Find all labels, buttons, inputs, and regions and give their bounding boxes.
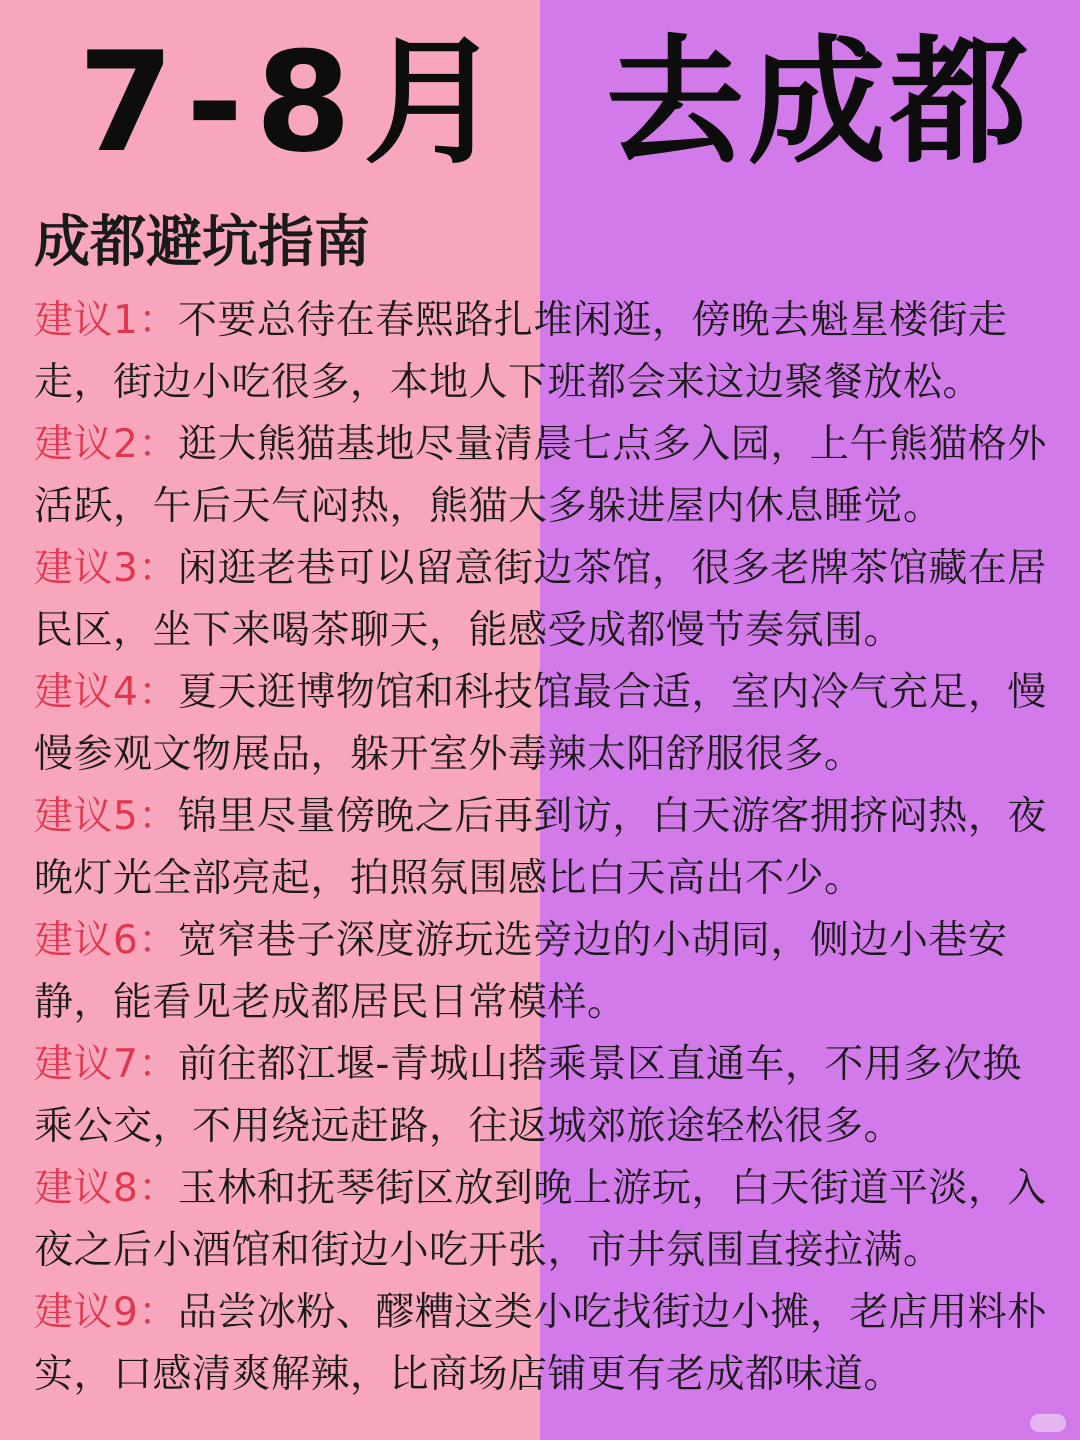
tip-label: 建议1：: [34, 298, 178, 343]
watermark-badge: [1030, 1414, 1066, 1432]
tip-text: 前往都江堰-青城山搭乘景区直通车，不用多次换乘公交，不用绕远赶路，往返城郊旅途轻松很多。: [34, 1042, 1022, 1149]
tip-text: 不要总待在春熙路扎堆闲逛，傍晚去魁星楼街走走，街边小吃很多，本地人下班都会来这边聚餐放松。: [34, 298, 1008, 405]
title-month: 7-8月: [78, 22, 514, 183]
tip-text: 逛大熊猫基地尽量清晨七点多入园，上午熊猫格外活跃，午后天气闷热，熊猫大多躲进屋内休息睡觉。: [34, 422, 1047, 529]
tip-item: [34, 662, 1054, 786]
tip-item: [34, 414, 1054, 538]
tip-label: 建议4：: [34, 670, 178, 715]
tip-item: [34, 1034, 1054, 1158]
tip-label: 建议6：: [34, 918, 178, 963]
tip-text: 夏天逛博物馆和科技馆最合适，室内冷气充足，慢慢参观文物展品，躲开室外毒辣太阳舒服很多。: [34, 670, 1047, 777]
tip-label: 建议5：: [34, 794, 178, 839]
tip-item: [34, 786, 1054, 910]
tip-item: [34, 290, 1054, 414]
title-destination: 去成都: [606, 22, 1033, 183]
tip-text: 锦里尽量傍晚之后再到访，白天游客拥挤闷热，夜晚灯光全部亮起，拍照氛围感比白天高出不少。: [34, 794, 1047, 901]
tip-item: [34, 910, 1054, 1034]
tips-list: [34, 290, 1054, 1406]
tip-label: 建议7：: [34, 1042, 178, 1087]
tip-text: 品尝冰粉、醪糟这类小吃找街边小摊，老店用料朴实，口感清爽解辣，比商场店铺更有老成都味道。: [34, 1290, 1047, 1397]
tip-label: 建议8：: [34, 1166, 178, 1211]
tip-item: [34, 1158, 1054, 1282]
tip-text: 玉林和抚琴街区放到晚上游玩，白天街道平淡，入夜之后小酒馆和街边小吃开张，市井氛围直接拉满。: [34, 1166, 1047, 1273]
tip-label: 建议9：: [34, 1290, 178, 1335]
subtitle-guide: 成都避坑指南: [34, 210, 370, 275]
tip-label: 建议2：: [34, 422, 178, 467]
tip-label: 建议3：: [34, 546, 178, 591]
tip-text: 宽窄巷子深度游玩选旁边的小胡同，侧边小巷安静，能看见老成都居民日常模样。: [34, 918, 1008, 1025]
tip-text: 闲逛老巷可以留意街边茶馆，很多老牌茶馆藏在居民区，坐下来喝茶聊天，能感受成都慢节奏氛围。: [34, 546, 1047, 653]
tip-item: [34, 1282, 1054, 1406]
tip-item: [34, 538, 1054, 662]
